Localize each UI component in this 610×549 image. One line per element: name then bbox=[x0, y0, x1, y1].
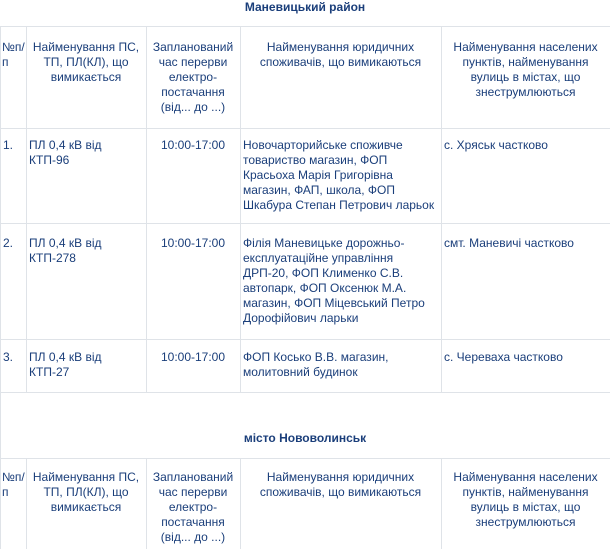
row-object: ПЛ 0,4 кВ від КТП-96 bbox=[29, 138, 102, 167]
header-consumers: Найменування юридичних споживачів, що вимикаються bbox=[259, 40, 422, 69]
column-rule bbox=[0, 392, 1, 549]
column-rule bbox=[26, 458, 27, 549]
row-time: 10:00-17:00 bbox=[160, 350, 226, 364]
row-consumers: ФОП Косько В.В. магазин, молитовний будинок bbox=[243, 350, 389, 379]
header-number: №п/ п bbox=[2, 40, 25, 69]
column-rule bbox=[441, 458, 442, 549]
header-consumers: Найменування юридичних споживачів, що вимикаються bbox=[259, 470, 422, 499]
row-number: 3. bbox=[3, 350, 14, 364]
row-time: 10:00-17:00 bbox=[160, 236, 226, 250]
section-title: Маневицький район bbox=[244, 0, 366, 14]
header-object: Найменування ПС, ТП, ПЛ(КЛ), що вимикається bbox=[32, 470, 140, 514]
row-consumers: Новочарторийське споживче товариство магазин, ФОП Красьоха Марія Григорівна магазин, ФАП, школа, ФОП Шкабура Степан Петрович ларьок bbox=[243, 138, 435, 212]
column-rule bbox=[146, 458, 147, 549]
row-rule bbox=[0, 223, 610, 224]
column-rule bbox=[240, 458, 241, 549]
section-title: місто Нововолинськ bbox=[243, 431, 367, 445]
row-object: ПЛ 0,4 кВ від КТП-278 bbox=[29, 236, 102, 265]
row-rule bbox=[0, 339, 610, 340]
row-rule bbox=[0, 392, 610, 393]
row-locality: смт. Маневичі частково bbox=[444, 236, 574, 250]
row-number: 2. bbox=[3, 236, 14, 250]
row-time: 10:00-17:00 bbox=[160, 138, 226, 152]
row-locality: с. Череваха частково bbox=[444, 350, 563, 364]
row-rule bbox=[0, 128, 610, 129]
column-rule bbox=[240, 26, 241, 392]
header-localities: Найменування населених пунктів, найменування вулиць в містах, що знеструмлюються bbox=[453, 40, 598, 99]
column-rule bbox=[0, 26, 1, 392]
row-rule bbox=[0, 458, 610, 459]
column-rule bbox=[26, 26, 27, 392]
header-object: Найменування ПС, ТП, ПЛ(КЛ), що вимикається bbox=[32, 40, 140, 84]
row-number: 1. bbox=[3, 138, 14, 152]
row-locality: с. Хряськ частково bbox=[444, 138, 548, 152]
row-consumers: Філія Маневицьке дорожньо- експлуатаційне управління ДРП-20, ФОП Клименко С.В. автопарк, ФОП Оксенюк М.А. магазин, ФОП Міцевський Петро Дорофійович ларьки bbox=[243, 236, 425, 325]
header-number: №п/ п bbox=[2, 470, 25, 499]
header-localities: Найменування населених пунктів, найменування вулиць в містах, що знеструмлюються bbox=[453, 470, 598, 529]
row-object: ПЛ 0,4 кВ від КТП-27 bbox=[29, 350, 102, 379]
row-rule bbox=[0, 26, 610, 27]
header-time: Запланований час перерви електро- постачання (від... до ...) bbox=[152, 40, 234, 114]
column-rule bbox=[146, 26, 147, 392]
header-time: Запланований час перерви електро- постачання (від... до ...) bbox=[152, 470, 234, 544]
